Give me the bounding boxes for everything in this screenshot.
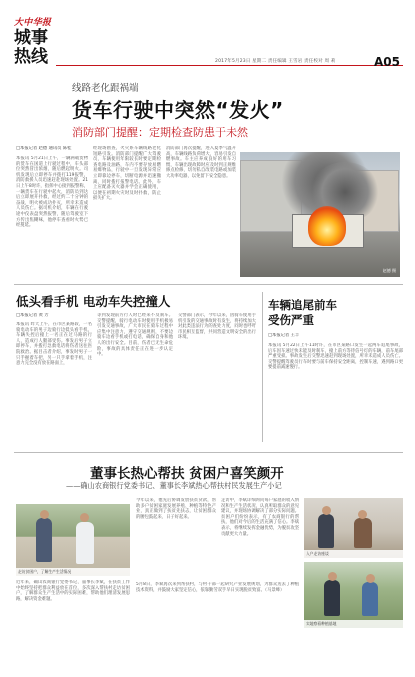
feature-body-4: 5月8日，李斌再次来到帮扶村，与村干部一起研究产业发展规划，为群众送去了种植技术资料，并鼓励大家坚定信心，依靠勤劳双手早日实现脱贫致富。（马景峰） [136, 582, 299, 593]
page-number: A05 [374, 55, 400, 69]
truck-fire-photo [240, 152, 400, 277]
divider [262, 292, 263, 442]
sidebar-title: 车辆追尾前车受伤严重 [268, 298, 337, 327]
sidebar-byline: □本报记者 王丰 [268, 333, 300, 338]
lead-kicker: 线路老化跟祸端 [72, 83, 139, 94]
photo-caption: 实地察看种植基地 [304, 620, 403, 628]
header-rule [56, 65, 403, 66]
article2-title: 低头看手机 电动车失控撞人 [16, 294, 171, 309]
issue-info: 2017年5月23日 星期二 责任编辑 王雪岩 责任校对 周 莉 [215, 59, 336, 64]
divider [14, 452, 403, 453]
article2-body-3: 交警部门表示，今年以来，因骑车使用手机引发的交通事故时有发生，将持续加大对此类违法行为的查处力度，同时也呼吁市民相互监督，共同营造文明安全的出行环境。 [178, 313, 256, 341]
masthead-logo: 大中华报 [14, 18, 52, 28]
photo-credit: 赵德 摄 [382, 268, 396, 273]
photo-caption: 走访贫困户，了解生产生活情况 [16, 568, 130, 576]
article2-body-2: 等到发现前方行人时已经来不及刹车。交警提醒，骑行电动车时使用手机极易引发交通事故，广大市民在骑车过程中应集中注意力，遵守交通规则，不要边骑车边看手机或打电话，确保自身和他人的出行安全。目前，伤者已无生命危险，事故的具体责任正在进一步认定中。 [97, 313, 173, 358]
lead-column-3: 消防部门再次提醒，进入夏季气温升高，车辆线路负荷增大，容易引发自燃事故。车主应养成良好的用车习惯，车辆出现故障时应及时到正规维修点检修，切勿私自改装电路或加装大功率电器，以免留下安全隐患。 [166, 146, 236, 179]
article2-byline: □本报记者 黄 芳 [16, 313, 49, 318]
photo-caption: 入户走访座谈 [304, 550, 403, 558]
feature-body-3: 走访中，李斌详细询问每户家庭的收入情况和生产生活状况，认真听取群众的意见建议，并现场协调解决了部分实际问题。贫困户们纷纷表示，有了农商银行的帮扶，他们对今后的生活充满了信心。李斌表示，将继续发挥金融优势，为脱贫攻坚贡献更大力量。 [221, 498, 299, 537]
photo-talk [304, 498, 403, 558]
sidebar-body: 本报讯 5月22日上午11时许，在市区某路口发生一起两车追尾事故，后车因车速过快未能及时刹车，撞上前方等待信号灯的车辆，前车尾部严重受损。事故发生后交警迅速赶到现场处置，所幸未造成人员伤亡。交警提醒驾驶员行车时要与前车保持安全距离，控制车速，遇到路口更要提前减速慢行。 [268, 343, 403, 371]
article2-body-1: 本报讯 昨天上午，在市区某路段，一名骑电动车的男子边骑行边低头看手机，车辆失控后撞上一名正在过马路的行人，造成行人腿部受伤。事发后男子立即停车，并拨打急救电话将伤者送往医院救治。据目击者介绍，事发时男子一只手握着车把，另一只手拿着手机，注意力完全没有放在路面上， [16, 322, 92, 367]
lead-byline: □本报记者 赵德 通讯员 陈桂 [16, 146, 72, 151]
lead-headline: 货车行驶中突然“发火” [72, 98, 284, 122]
lead-subtitle: 消防部门提醒：定期检查防患于未然 [72, 126, 248, 139]
photo-visit-household [16, 504, 130, 576]
divider [14, 284, 403, 285]
section-title: 城事热线 [14, 28, 48, 67]
feature-body-2: 今年以来，他先后协调发放扶贫贷款，帮助多户贫困家庭发展养殖、种植等特色产业，真正做到了扶贫先扶志，让贫困群众的腰包鼓起来、日子好起来。 [136, 498, 216, 520]
lead-column-2: 经现场勘查，火灾系车辆线路老化短路引发。消防部门提醒广大驾驶员，车辆使用年限较长时要定期检查电路及油路，车内不要存放易燃易爆物品，行驶中一旦发现异常应立即靠边停车，切断电源并迅速撤离，同时拨打报警电话。此外，车上应配备灭火器并学会正确使用，以便在初期火灾时及时扑救，防止损失扩大。 [93, 146, 161, 202]
feature-body-1: 近年来，确山农商银行党委书记、董事长李斌，在扶贫工作中始终坚持把群众利益放在首位，多次深入帮扶村走访贫困户，了解群众生产生活中的实际困难，帮助他们理清发展思路，解决资金难题。 [16, 580, 130, 602]
feature-title: 董事长热心帮扶 贫困户喜笑颜开 [90, 466, 284, 482]
lead-column-1: 本报讯 5月21日上午，一辆满载货物的货车在国道上行驶过程中，车头部位突然冒出浓烟，随后燃起明火。司机发现后立即停车并拨打119报警，消防救援人员迅速赶赴现场处置。21日上午8时许，指挥中心接到报警称，一辆货车在行驶中起火，消防员到达后立即展开扑救，经过约二十分钟的奋战，明火被成功扑灭，所幸未造成人员伤亡。据司机介绍，车辆在行驶途中仪表盘突然报警，随后驾驶室下方传出焦糊味，他停车查看时火势已经蔓延。 [16, 156, 88, 229]
photo-field [304, 562, 403, 628]
feature-subtitle: ——确山农商银行党委书记、董事长李斌热心帮扶村民发展生产小记 [66, 481, 282, 490]
